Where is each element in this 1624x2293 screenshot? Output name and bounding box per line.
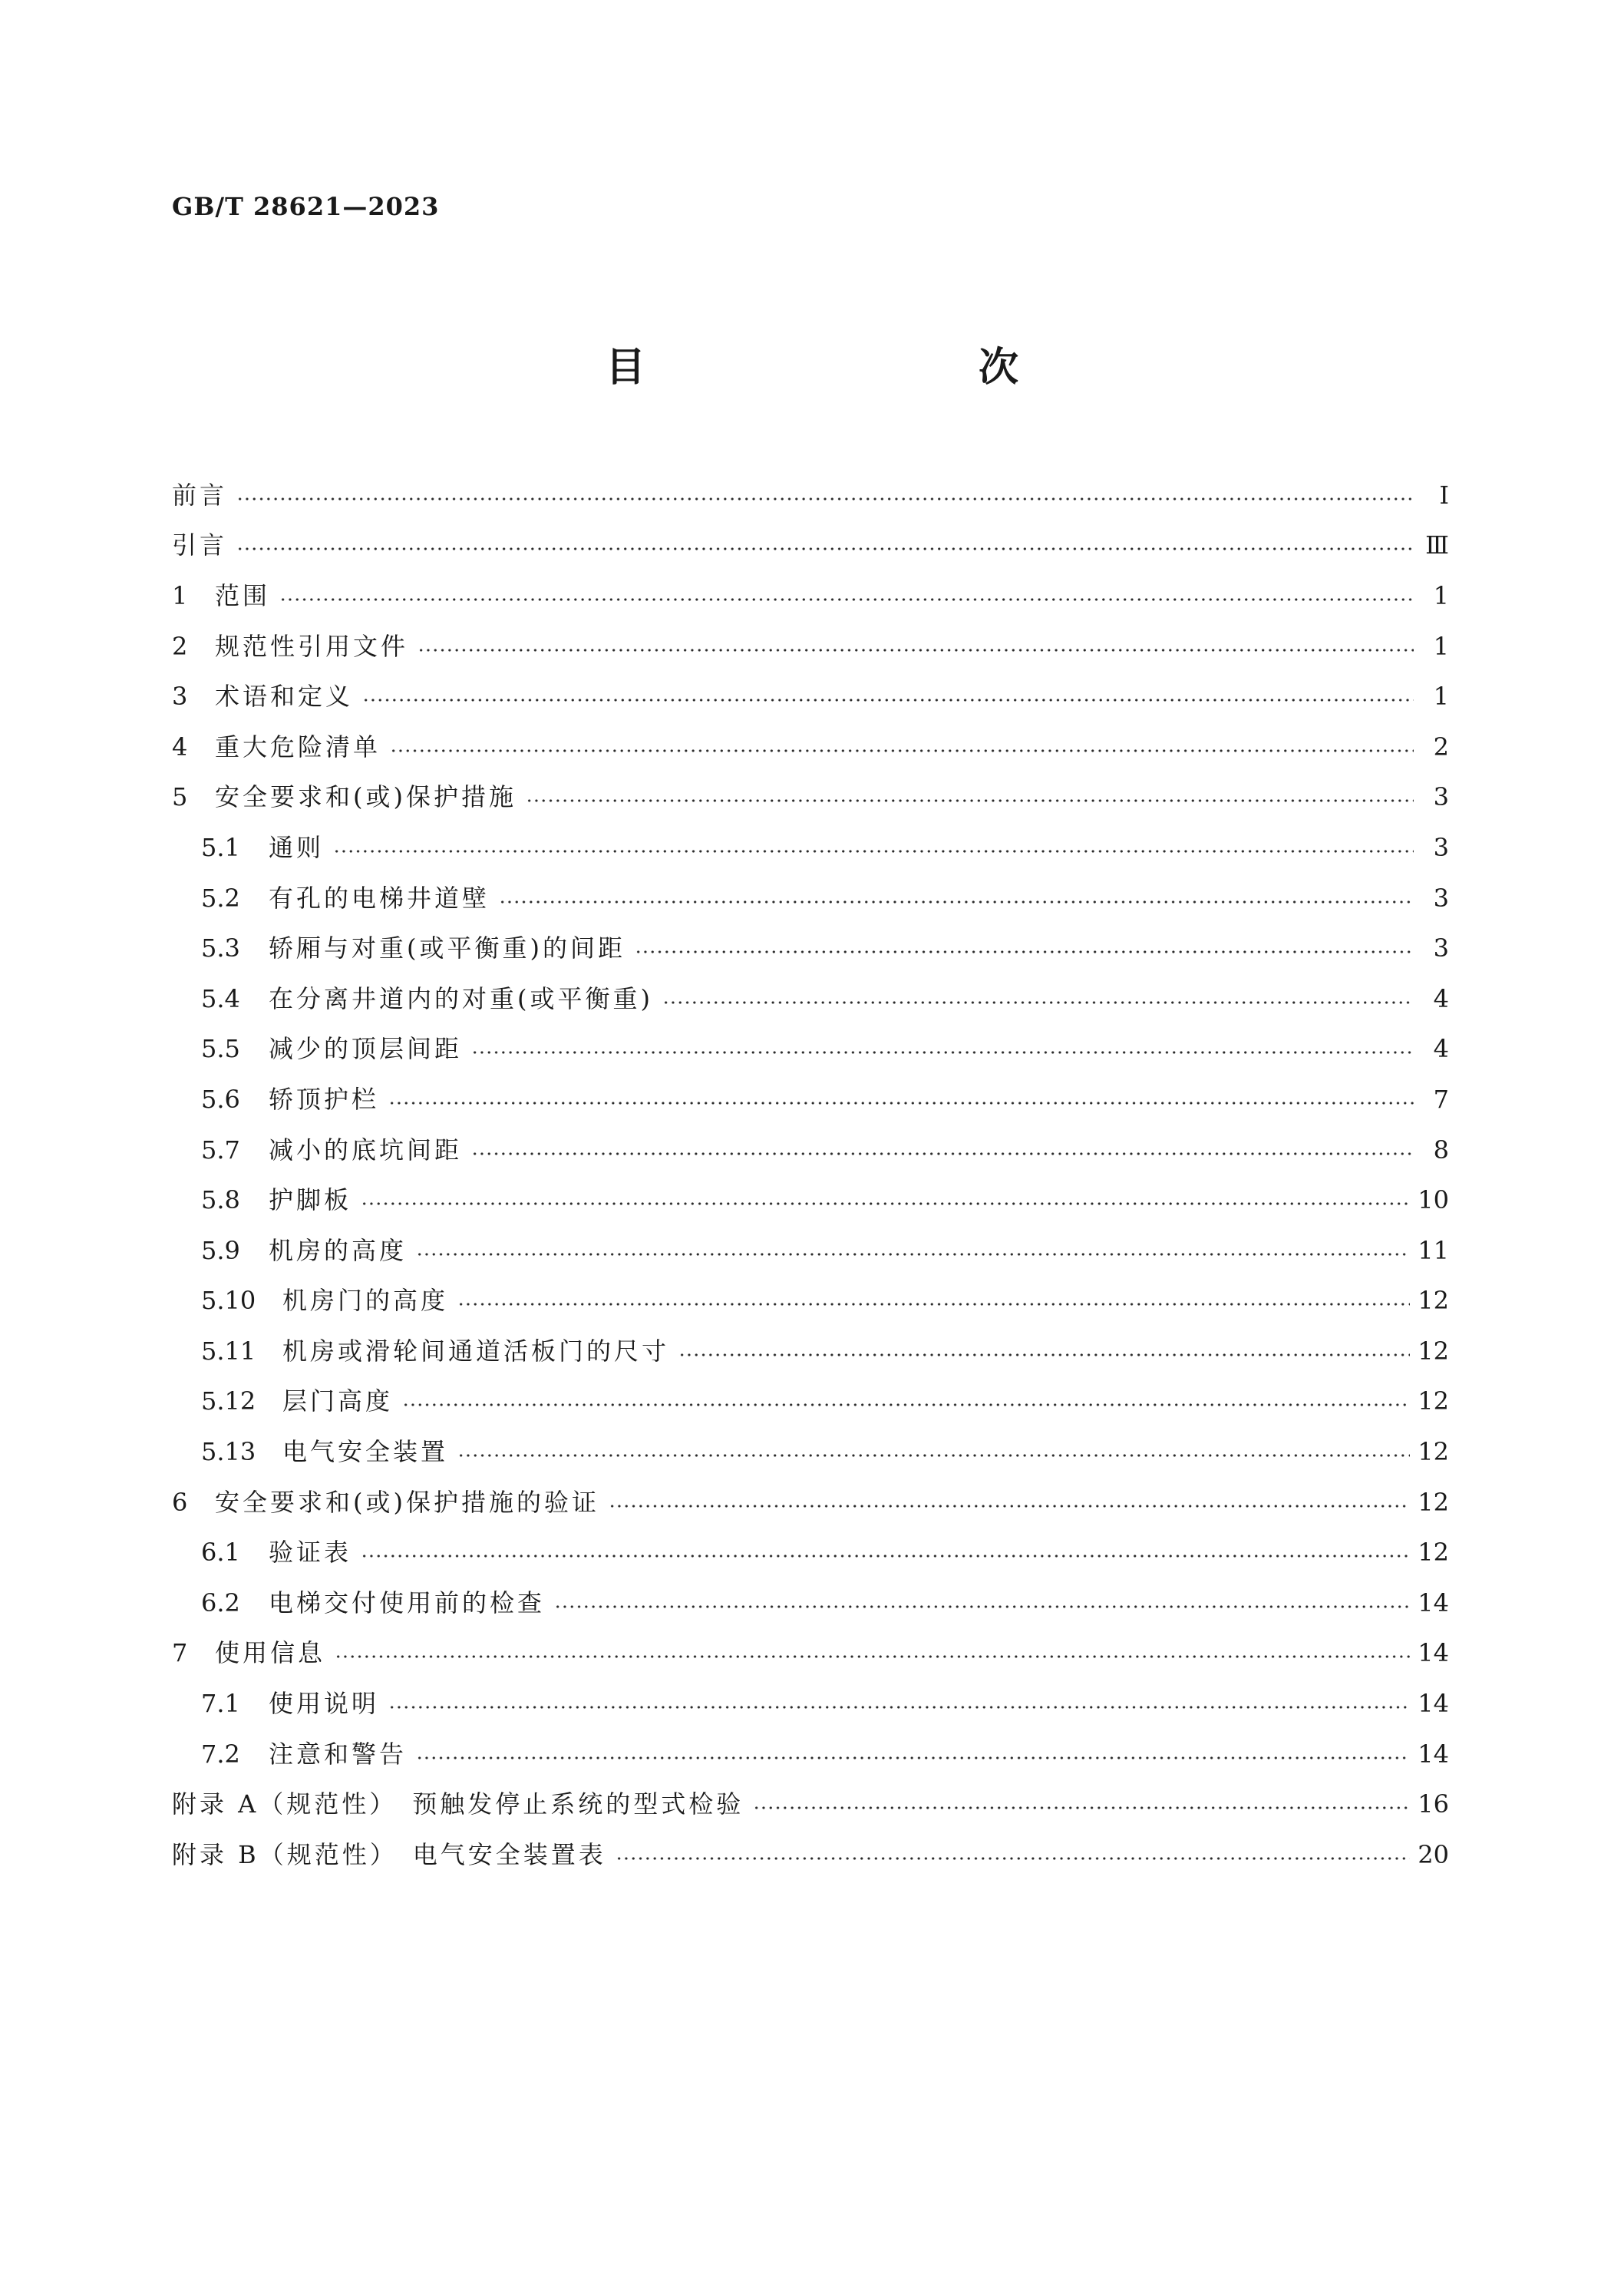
toc-entry-page: 8 [1433,1135,1449,1165]
toc-entry-page: 4 [1433,1034,1449,1064]
toc-entry[interactable] [172,671,1449,722]
toc-entry-page: 2 [1433,732,1449,762]
toc-entry[interactable] [172,822,1449,873]
toc-entry[interactable] [172,1024,1449,1075]
toc-entry-number: 7.1 [201,1689,240,1719]
toc-entry-number: 6.1 [201,1538,240,1568]
toc-entry-number: 5 [172,782,188,812]
dot-leader [416,1252,1410,1257]
toc-entry-number: 5.4 [201,983,240,1013]
toc-entry[interactable] [172,1376,1449,1427]
toc-entry-number: 5.6 [201,1084,240,1114]
dot-leader [279,597,1414,602]
dot-leader [457,1302,1410,1307]
toc-entry-label: 电梯交付使用前的检查 [269,1588,546,1617]
toc-entry[interactable] [172,1326,1449,1376]
toc-entry[interactable] [172,1729,1449,1779]
dot-leader [388,1101,1414,1105]
dot-leader [236,497,1414,501]
toc-entry-page: 3 [1433,933,1449,963]
toc-entry[interactable] [172,1426,1449,1477]
toc-entry-label: 附录 B（规范性） 电气安全装置表 [172,1839,606,1869]
toc-entry-number: 5.5 [201,1034,240,1064]
toc-entry-page: 12 [1418,1386,1449,1416]
toc-entry-label: 验证表 [269,1538,352,1568]
table-of-contents [172,470,1449,1880]
toc-entry-label: 通则 [269,832,325,862]
toc-entry-page: 10 [1418,1185,1449,1215]
toc-entry-page: 12 [1418,1437,1449,1467]
dot-leader [678,1353,1410,1357]
toc-entry-page: Ⅰ [1439,480,1449,510]
toc-entry-page: 1 [1433,682,1449,712]
toc-entry[interactable] [172,1578,1449,1628]
dot-leader [335,1654,1410,1659]
toc-entry-label: 轿厢与对重(或平衡重)的间距 [269,933,626,963]
toc-entry-number: 7 [172,1638,188,1668]
dot-leader [402,1403,1410,1407]
dot-leader [662,1000,1414,1005]
toc-entry[interactable] [172,1175,1449,1225]
toc-entry-label: 减少的顶层间距 [269,1034,463,1064]
toc-entry-label: 护脚板 [269,1185,352,1215]
toc-entry-number: 5.9 [201,1235,240,1265]
toc-entry-label: 轿顶护栏 [269,1084,380,1114]
dot-leader [388,1705,1410,1710]
dot-leader [361,1201,1410,1206]
toc-entry-number: 5.1 [201,832,240,862]
toc-entry-page: 16 [1418,1789,1449,1819]
toc-entry-number: 1 [172,580,188,610]
toc-entry[interactable] [172,873,1449,923]
dot-leader [416,1756,1410,1760]
toc-entry-number: 5.11 [201,1336,256,1366]
toc-entry-label: 注意和警告 [269,1739,408,1769]
toc-entry-number: 3 [172,682,188,712]
toc-entry-label: 安全要求和(或)保护措施 [215,782,517,812]
toc-entry[interactable] [172,1276,1449,1327]
toc-entry-label: 术语和定义 [215,682,354,712]
toc-entry[interactable] [172,1225,1449,1276]
toc-entry[interactable] [172,1074,1449,1125]
dot-leader [390,748,1414,753]
toc-entry-page: 1 [1433,580,1449,610]
toc-entry[interactable] [172,772,1449,823]
toc-entry-page: 3 [1433,832,1449,862]
toc-entry[interactable] [172,470,1449,520]
toc-entry-page: 20 [1418,1839,1449,1869]
toc-entry-label: 范围 [215,580,271,610]
toc-entry-number: 5.3 [201,933,240,963]
toc-entry-number: 6 [172,1487,188,1517]
dot-leader [635,950,1414,954]
toc-entry[interactable] [172,621,1449,672]
dot-leader [333,849,1414,854]
toc-entry[interactable] [172,1779,1449,1829]
toc-title: 目 次 [605,344,1103,391]
toc-entry-label: 机房门的高度 [282,1286,449,1316]
toc-entry[interactable] [172,1829,1449,1880]
toc-entry-page: 12 [1418,1487,1449,1517]
toc-entry-page: 14 [1418,1638,1449,1668]
dot-leader [616,1856,1411,1861]
toc-entry-number: 5.12 [201,1386,256,1416]
toc-entry-label: 规范性引用文件 [215,631,409,661]
toc-entry-page: 11 [1418,1235,1449,1265]
toc-entry[interactable] [172,1628,1449,1679]
toc-entry-page: 1 [1433,631,1449,661]
toc-entry-number: 5.10 [201,1286,256,1316]
toc-entry-label: 在分离井道内的对重(或平衡重) [269,983,653,1013]
toc-entry-label: 机房或滑轮间通道活板门的尺寸 [282,1336,670,1366]
toc-entry-number: 2 [172,631,188,661]
toc-entry-label: 使用说明 [269,1689,380,1719]
toc-entry-number: 5.7 [201,1135,240,1165]
toc-entry-page: 12 [1418,1286,1449,1316]
dot-leader [609,1504,1410,1508]
toc-entry-label: 有孔的电梯井道壁 [269,883,490,913]
toc-entry-label: 机房的高度 [269,1235,408,1265]
toc-entry-label: 附录 A（规范性） 预触发停止系统的型式检验 [172,1789,744,1819]
toc-entry-number: 4 [172,732,188,762]
toc-entry[interactable] [172,520,1449,571]
dot-leader [471,1151,1414,1156]
toc-entry[interactable] [172,570,1449,621]
toc-entry-number: 5.2 [201,883,240,913]
standard-code: GB/T 28621—2023 [172,192,440,221]
toc-entry[interactable] [172,1527,1449,1578]
toc-entry-label: 电气安全装置 [282,1437,449,1467]
dot-leader [499,900,1414,904]
dot-leader [418,648,1414,653]
toc-entry-page: 12 [1418,1336,1449,1366]
toc-entry-page: 3 [1433,782,1449,812]
toc-entry-label: 减小的底坑间距 [269,1135,463,1165]
toc-entry-page: 3 [1433,883,1449,913]
toc-entry[interactable] [172,923,1449,973]
dot-leader [362,698,1414,702]
toc-entry[interactable] [172,1678,1449,1729]
toc-entry-label: 重大危险清单 [215,732,381,762]
toc-entry[interactable] [172,1125,1449,1175]
toc-entry-number: 6.2 [201,1588,240,1617]
toc-entry-label: 使用信息 [215,1638,326,1668]
toc-entry-page: 12 [1418,1538,1449,1568]
toc-entry[interactable] [172,973,1449,1024]
dot-leader [526,798,1414,803]
dot-leader [753,1806,1410,1810]
toc-entry-number: 5.8 [201,1185,240,1215]
toc-entry-page: 4 [1433,983,1449,1013]
toc-entry-page: 7 [1433,1084,1449,1114]
toc-entry-page: Ⅲ [1425,530,1449,560]
toc-entry-page: 14 [1418,1588,1449,1617]
toc-entry-label: 层门高度 [282,1386,394,1416]
toc-entry-number: 5.13 [201,1437,256,1467]
toc-entry-label: 安全要求和(或)保护措施的验证 [215,1487,599,1517]
toc-entry[interactable] [172,722,1449,772]
toc-entry-label: 引言 [172,530,228,560]
dot-leader [457,1453,1410,1458]
dot-leader [554,1604,1410,1609]
toc-entry[interactable] [172,1477,1449,1528]
toc-entry-page: 14 [1418,1689,1449,1719]
dot-leader [361,1554,1410,1558]
toc-entry-label: 前言 [172,480,228,510]
dot-leader [471,1050,1414,1055]
toc-entry-page: 14 [1418,1739,1449,1769]
dot-leader [236,547,1414,551]
toc-entry-number: 7.2 [201,1739,240,1769]
